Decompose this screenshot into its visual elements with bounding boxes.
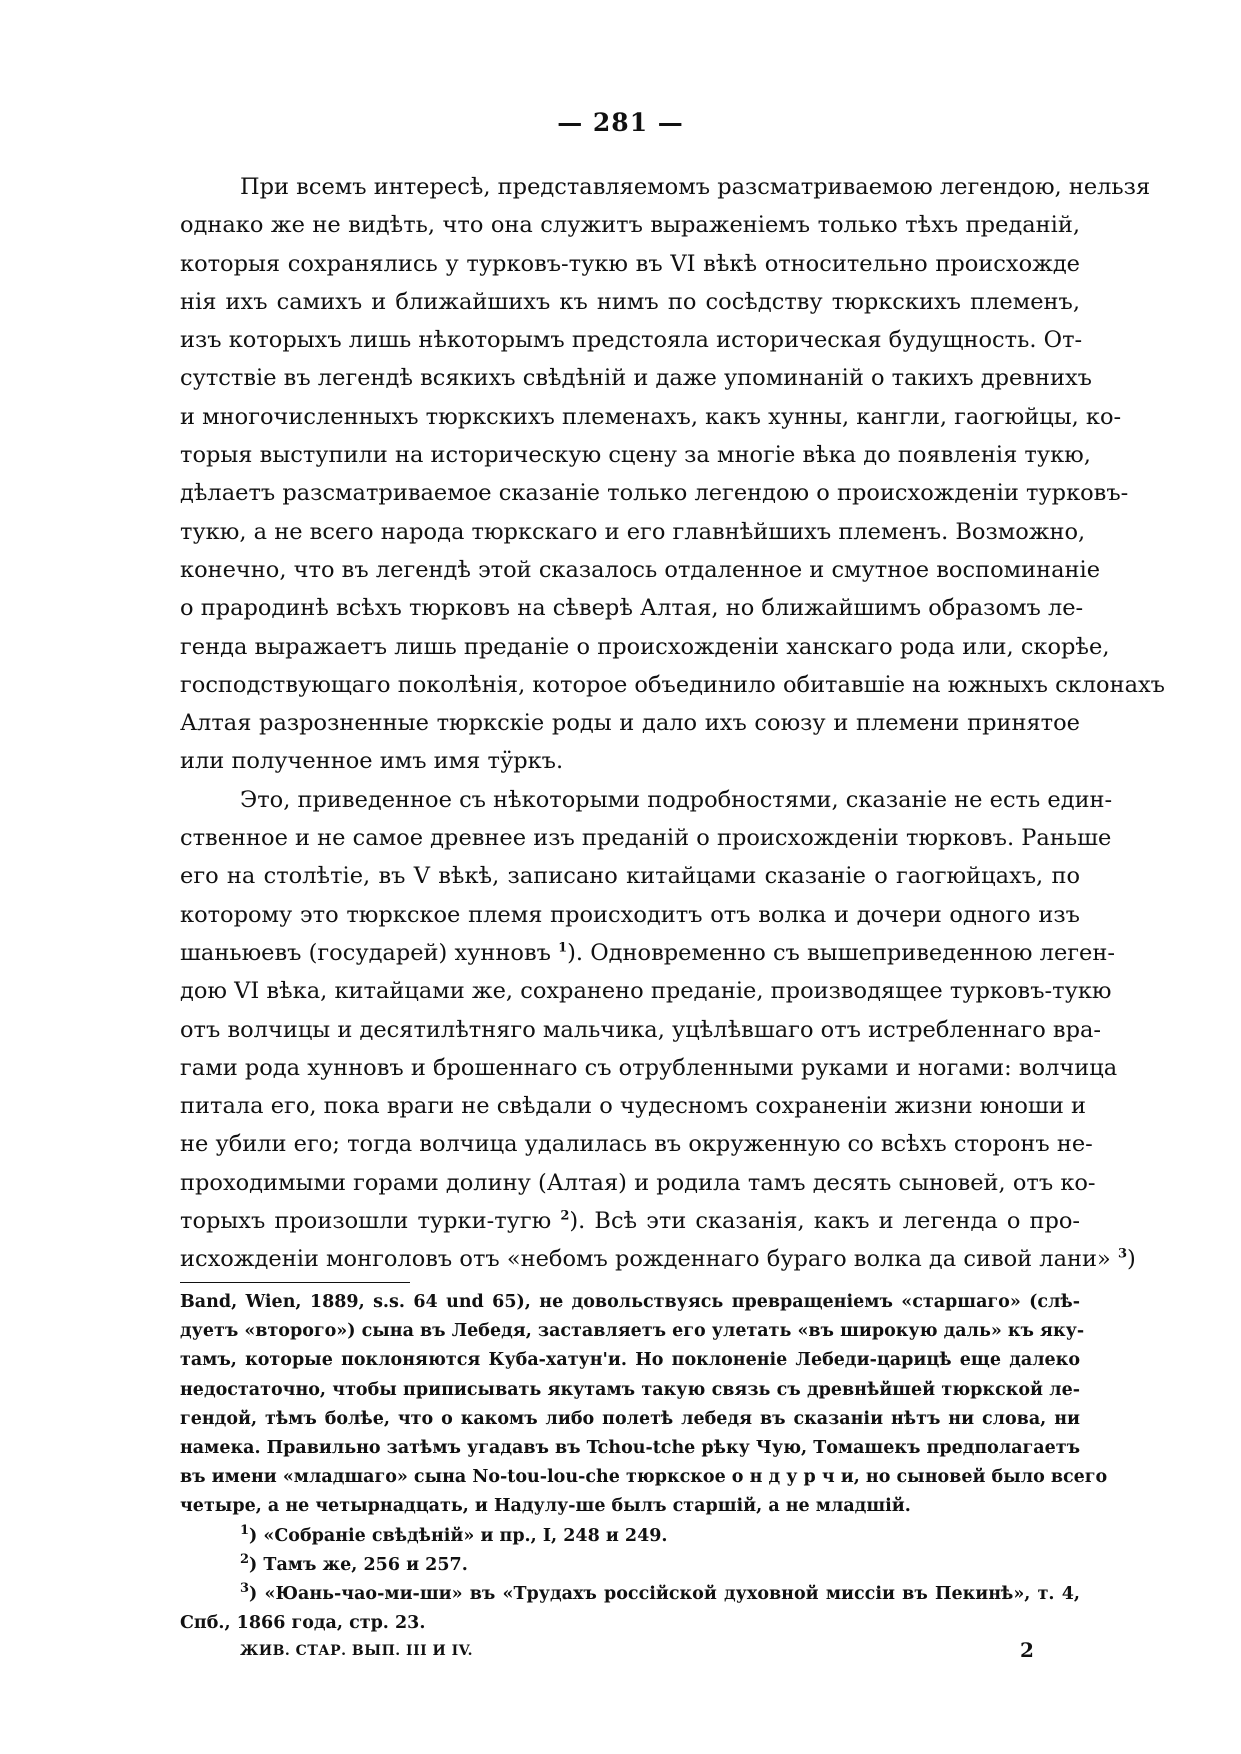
text-line: торыя выступили на историческую сцену за многіе вѣка до появленія тукю,: [180, 442, 1091, 469]
footnote-marker: 3: [240, 1581, 250, 1597]
main-text: [180, 168, 1166, 1279]
note-line: недостаточно, чтобы приписывать якутамъ такую связь съ древнѣйшей тюркской ле-: [180, 1379, 1080, 1400]
text-line: При всемъ интересѣ, представляемомъ разсматриваемою легендою, нельзя: [240, 174, 1151, 200]
text-line: дѣлаетъ разсматриваемое сказаніе только легендою о происхожденіи турковъ-: [180, 480, 1129, 507]
text-line: Это, приведенное съ нѣкоторыми подробностями, сказаніе не есть един-: [240, 786, 1113, 813]
footnote-ref[interactable]: 3: [1117, 1246, 1127, 1262]
text-segment: торыхъ произошли турки-тугю: [180, 1208, 561, 1235]
text-line: питала его, пока враги не свѣдали о чудесномъ сохраненіи жизни юноши и: [180, 1093, 1086, 1120]
text-line: тукю, а не всего народа тюркскаго и его главнѣйшихъ племенъ. Возможно,: [180, 518, 1086, 545]
text-line: однако же не видѣть, что она служитъ выраженіемъ только тѣхъ преданій,: [180, 212, 1080, 239]
sheet-number: 2: [1020, 1638, 1034, 1662]
footnote-1: [180, 1522, 1140, 1551]
text-segment: ). Всѣ эти сказанія, какъ и легенда о про-: [569, 1208, 1081, 1235]
text-line: не убили его; тогда волчица удалилась въ окруженную со всѣхъ сторонъ не-: [180, 1131, 1093, 1158]
note-line: Band, Wien, 1889, s.s. 64 und 65), не довольствуясь превращеніемъ «старшаго» (слѣ-: [180, 1292, 1080, 1312]
text-line: гами рода хунновъ и брошеннаго съ отрубленными руками и ногами: волчица: [180, 1054, 1118, 1081]
text-segment: ): [1126, 1246, 1136, 1273]
text-line: конечно, что въ легендѣ этой сказалось отдаленное и смутное воспоминаніе: [180, 556, 1101, 583]
text-line: которыя сохранялись у турковъ-тукю въ VI вѣкѣ относительно происхожде: [180, 250, 1080, 277]
text-line: сутствіе въ легендѣ всякихъ свѣдѣній и даже упоминаній о такихъ древнихъ: [180, 365, 1092, 392]
continued-footnote: [180, 1288, 1108, 1522]
paragraph: [180, 168, 1166, 781]
note-line: въ имени «младшаго» сына No-tou-lou-che тюркское о н д у р ч и, но сыновей было всего: [180, 1467, 1108, 1488]
text-line: его на столѣтіе, въ V вѣкѣ, записано китайцами сказаніе о гаогюйцахъ, по: [180, 863, 1080, 890]
text-line: [180, 934, 1115, 972]
text-line: изъ которыхъ лишь нѣкоторымъ предстояла историческая будущность. От-: [180, 327, 1083, 354]
text-line: и многочисленныхъ тюркскихъ племенахъ, какъ хунны, кангли, гаогюйцы, ко-: [180, 403, 1122, 430]
note-line: четыре, а не четырнадцать, и Надулу-ше былъ старшій, а не младшій.: [180, 1496, 911, 1517]
text-segment: исхожденіи монголовъ отъ «небомъ рожденнаго бураго волка да сивой лани»: [180, 1246, 1118, 1273]
text-line: дою VI вѣка, китайцами же, сохранено преданіе, производящее турковъ-тукю: [180, 978, 1112, 1005]
text-line: проходимыми горами долину (Алтая) и родила тамъ десять сыновей, отъ ко-: [180, 1169, 1096, 1196]
text-line: ственное и не самое древнее изъ преданій о происхожденіи тюрковъ. Раньше: [180, 825, 1112, 852]
signature-mark: ЖИВ. СТАР. ВЫП. III И IV.: [240, 1643, 473, 1659]
footnote-3: [180, 1580, 1080, 1609]
footnote-2: [180, 1551, 1140, 1580]
text-line: [180, 1240, 1136, 1278]
footnote-text: ) Тамъ же, 256 и 257.: [249, 1555, 468, 1575]
footnote-ref[interactable]: 2: [560, 1208, 570, 1224]
text-line: генда выражаетъ лишь преданіе о происхожденіи ханскаго рода или, скорѣе,: [180, 633, 1110, 660]
footnote-text: ) «Собраніе свѣдѣній» и пр., I, 248 и 249.: [249, 1526, 668, 1546]
text-segment: ). Одновременно съ вышеприведенною леген-: [567, 939, 1115, 966]
text-line: [180, 1202, 1080, 1240]
text-line: Алтая разрозненные тюркскіе роды и дало ихъ союзу и племени принятое: [180, 710, 1080, 737]
text-line: отъ волчицы и десятилѣтняго мальчика, уцѣлѣвшаго отъ истребленнаго вра-: [180, 1016, 1102, 1043]
footnote-marker: 2: [240, 1552, 250, 1568]
footnote-text: ) «Юань-чао-ми-ши» въ «Трудахъ россійской духовной миссіи въ Пекинѣ», т. 4,: [249, 1584, 1080, 1604]
text-segment: шаньюевъ (государей) хунновъ: [180, 939, 559, 966]
text-line: нія ихъ самихъ и ближайшихъ къ нимъ по сосѣдству тюркскихъ племенъ,: [180, 288, 1080, 315]
note-line: тамъ, которые поклоняются Куба-хатун'и. Но поклоненіе Лебеди-царицѣ еще далеко: [180, 1350, 1080, 1371]
footnote-3-continuation: Спб., 1866 года, стр. 23.: [180, 1613, 426, 1633]
note-line: намека. Правильно затѣмъ угадавъ въ Tchou-tche рѣку Чую, Томашекъ предполагаетъ: [180, 1437, 1080, 1458]
paragraph: [180, 781, 1136, 1279]
footnote-ref[interactable]: 1: [558, 940, 568, 956]
footnote-marker: 1: [240, 1523, 250, 1539]
note-line: дуетъ «второго») сына въ Лебедя, заставляетъ его улетать «въ широкую даль» къ яку-: [180, 1321, 1085, 1342]
footnote-divider: [180, 1282, 410, 1283]
text-line: о прародинѣ всѣхъ тюрковъ на сѣверѣ Алтая, но ближайшимъ образомъ ле-: [180, 595, 1084, 622]
note-line: гендой, тѣмъ болѣе, что о какомъ либо полетѣ лебедя въ сказаніи нѣтъ ни слова, ни: [180, 1408, 1080, 1429]
text-line: господствующаго поколѣнія, которое объединило обитавшіе на южныхъ склонахъ: [180, 671, 1166, 698]
page-number: — 281 —: [557, 108, 684, 137]
text-line: которому это тюркское племя происходитъ отъ волка и дочери одного изъ: [180, 901, 1080, 928]
text-line: или полученное имъ имя тӱркъ.: [180, 748, 564, 775]
